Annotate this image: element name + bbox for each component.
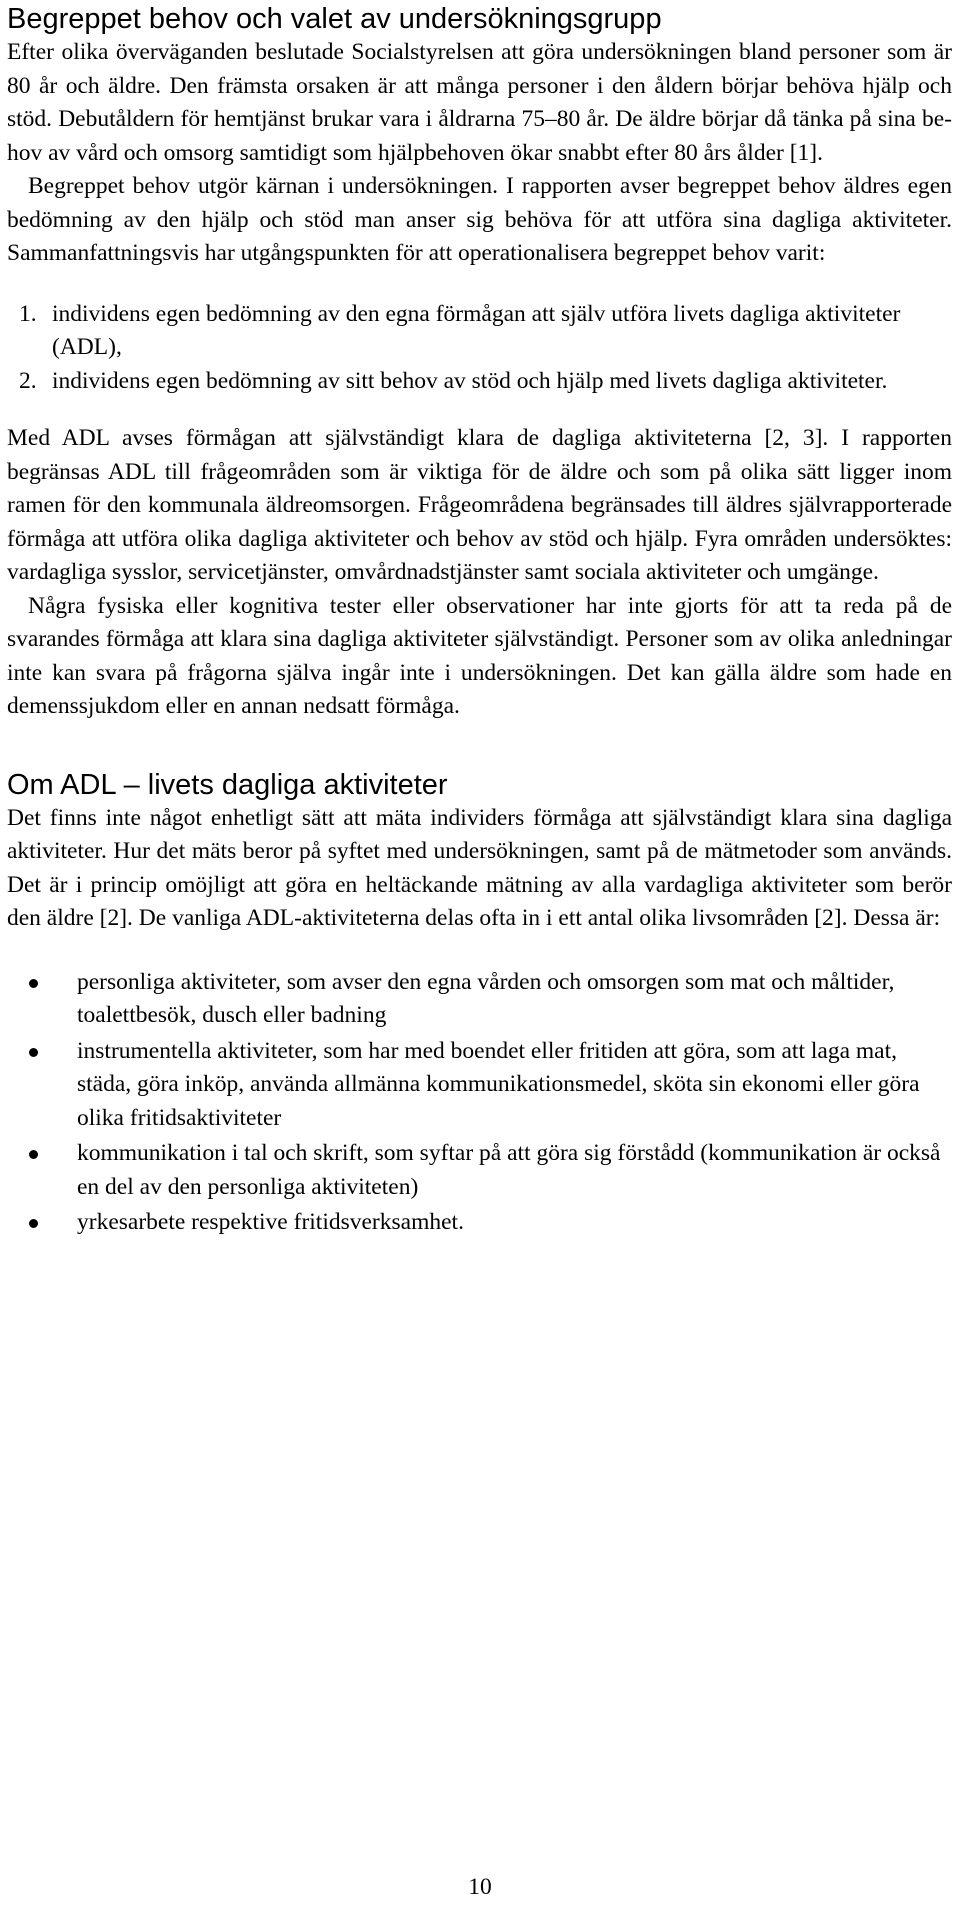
page-number: 10 bbox=[468, 1874, 492, 1900]
list-item bbox=[7, 966, 952, 1033]
bullet-icon bbox=[29, 1150, 38, 1159]
list-item bbox=[7, 298, 952, 365]
list-item bbox=[7, 365, 952, 399]
list-item-text: individens egen bedömning av sitt behov av stöd och hjälp med livets dagliga aktiviteter. bbox=[52, 367, 888, 394]
paragraph-om-adl: Det finns inte något enhetligt sätt att mäta individers förmåga att självständigt klara sina dagliga aktiviteter. Hur det mäts beror på syftet med undersökningen, samt på de mätmetoder som används. Det är i princip omöjligt att göra en heltäckande mätning av alla vardagliga aktiviteter som berör den äldre [2]. De vanliga ADL-aktiviteterna delas ofta in i ett antal olika livsområden [2]. Dessa är: bbox=[7, 804, 952, 931]
list-item-text: individens egen bedömning av den egna förmågan att själv utföra livets dagliga aktiviteter (ADL), bbox=[52, 300, 901, 360]
list-item bbox=[7, 1035, 952, 1136]
list-item bbox=[7, 1137, 952, 1204]
list-item-text: instrumentella aktiviteter, som har med boendet eller fritiden att göra, som att laga mat, städa, göra inköp, använda allmänna kommunikationsmedel, sköta sin ekonomi eller göra olika fritidsaktiviteter bbox=[77, 1037, 920, 1131]
bullet-list-livsomraden bbox=[7, 966, 952, 1240]
paragraph-tester: Några fysiska eller kognitiva tester eller observationer har inte gjorts för att ta reda på de svarandes förmåga att klara sina dagliga aktiviteter självständigt. Personer som av olika anledningar inte kan svara på frågorna själva ingår inte i undersökningen. Det kan gälla äldre som hade en demenssjukdom eller en annan nedsatt förmåga. bbox=[7, 592, 952, 719]
list-item-text: personliga aktiviteter, som avser den egna vården och omsorgen som mat och måltider, toalettbesök, dusch eller badning bbox=[77, 968, 895, 1028]
list-number: 1. bbox=[19, 300, 37, 327]
numbered-list-behov bbox=[7, 298, 952, 399]
list-item-text: yrkesarbete respektive fritidsverksamhet. bbox=[77, 1209, 464, 1235]
list-number: 2. bbox=[19, 367, 37, 394]
paragraph-adl-definition: Med ADL avses förmågan att självständigt klara de dagliga aktiviteterna [2, 3]. I rapporten begränsas ADL till frågeområden som är viktiga för de äldre och som på olika sätt ligger inom ramen för den kommunala äldreomsorgen. Frågeområdena begränsades till äldres självrapporterade förmåga att utföra olika dagliga aktiviteter och behov av stöd och hjälp. Fyra områden undersöktes: vardagliga sysslor, servicetjänster, omvårdnadstjänster samt sociala aktiviteter och umgänge. bbox=[7, 425, 952, 585]
list-item bbox=[7, 1206, 952, 1240]
section-heading-adl: Om ADL – livets dagliga aktiviteter bbox=[7, 768, 448, 801]
bullet-icon bbox=[29, 1219, 38, 1228]
paragraph-begreppet-behov: Begreppet behov utgör kärnan i undersökningen. I rapporten avser begreppet behov äldres egen bedömning av den hjälp och stöd man anser sig behöva för att utföra sina dagliga aktiviteter. Sammanfattningsvis har utgångspunkten för att operationalisera begreppet behov varit: bbox=[7, 173, 952, 266]
list-item-text: kommunikation i tal och skrift, som syftar på att göra sig förstådd (kommunikation är också en del av den personliga aktiviteten) bbox=[77, 1140, 941, 1200]
bullet-icon bbox=[29, 1048, 38, 1057]
paragraph-undersokningsgrupp: Efter olika överväganden beslutade Socialstyrelsen att göra undersökningen bland personer som är 80 år och äldre. Den främsta orsaken är att många personer i den åldern börjar behöva hjälp och stöd. Debutåldern för hemtjänst brukar vara i åldrarna 75–80 år. De äldre börjar då tänka på sina behov av vård och omsorg samtidigt som hjälpbehoven ökar snabbt efter 80 års ålder [1]. bbox=[7, 39, 952, 166]
document-page bbox=[7, 0, 952, 1242]
section-heading-behov: Begreppet behov och valet av undersökningsgrupp bbox=[7, 3, 662, 35]
bullet-icon bbox=[29, 979, 38, 988]
